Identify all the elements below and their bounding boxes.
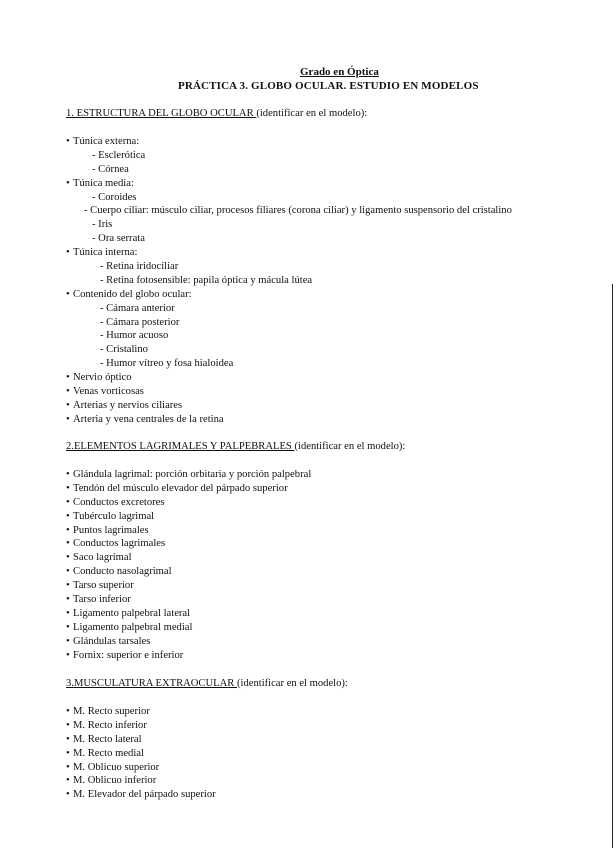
list-item: - Humor vítreo y fosa hialoidea bbox=[100, 358, 234, 370]
list-item: - Córnea bbox=[92, 163, 129, 175]
bullet-icon: • bbox=[66, 761, 70, 773]
practice-title: PRÁCTICA 3. GLOBO OCULAR. ESTUDIO EN MODELOS bbox=[178, 80, 479, 92]
page-edge-line bbox=[612, 284, 613, 848]
bullet-icon: • bbox=[66, 775, 70, 787]
bullet-icon: • bbox=[66, 177, 70, 189]
bullet-icon: • bbox=[66, 510, 70, 522]
list-item: • M. Oblicuo inferior bbox=[66, 775, 157, 787]
list-item: • Nervio óptico bbox=[66, 372, 132, 384]
section-heading-title: 1. ESTRUCTURA DEL GLOBO OCULAR bbox=[66, 108, 257, 119]
section-heading-title: 3.MUSCULATURA EXTRAOCULAR bbox=[66, 678, 237, 689]
bullet-icon: • bbox=[66, 789, 70, 801]
muscle-list bbox=[66, 705, 612, 802]
section-lacrimal-palpebral bbox=[66, 440, 612, 662]
structure-list bbox=[66, 135, 612, 427]
list-item: • Glándulas tarsales bbox=[66, 635, 151, 647]
list-item: • Tubérculo lagrimal bbox=[66, 510, 155, 522]
bullet-icon: • bbox=[66, 524, 70, 536]
bullet-icon: • bbox=[66, 538, 70, 550]
list-item: - Iris bbox=[92, 219, 113, 231]
list-item: • M. Recto lateral bbox=[66, 733, 142, 745]
bullet-icon: • bbox=[66, 496, 70, 508]
list-item: • Túnica interna: bbox=[66, 247, 138, 259]
list-item: • Ligamento palpebral lateral bbox=[66, 607, 191, 619]
list-item: • Arterias y nervios ciliares bbox=[66, 399, 183, 411]
section-eye-structure bbox=[66, 107, 612, 427]
list-item: • Arteria y vena centrales de la retina bbox=[66, 413, 224, 425]
list-item: - Esclerótica bbox=[92, 149, 146, 161]
list-item: • Tendón del músculo elevador del párpado superior bbox=[66, 482, 288, 494]
list-item: • Fornix: superior e inferior bbox=[66, 649, 184, 661]
list-item: • Tarso superior bbox=[66, 580, 134, 592]
list-item: - Cristalino bbox=[100, 344, 148, 356]
list-item: • Túnica externa: bbox=[66, 136, 140, 147]
list-item: • Ligamento palpebral medial bbox=[66, 621, 193, 633]
bullet-icon: • bbox=[66, 747, 70, 759]
list-item: • M. Oblicuo superior bbox=[66, 761, 160, 773]
section-heading bbox=[66, 107, 612, 121]
bullet-icon: • bbox=[66, 136, 70, 147]
list-item: • Conductos excretores bbox=[66, 496, 165, 508]
bullet-icon: • bbox=[66, 372, 70, 384]
list-item: • Contenido del globo ocular: bbox=[66, 288, 192, 300]
list-item: - Cuerpo ciliar: músculo ciliar, procesos filiares (corona ciliar) y ligamento suspensorio del cristalino bbox=[84, 205, 512, 217]
list-item: - Coroides bbox=[92, 191, 137, 203]
list-item: • Glándula lagrimal: porción orbitaria y porción palpebral bbox=[66, 469, 312, 480]
bullet-icon: • bbox=[66, 469, 70, 480]
list-item: • Conducto nasolagrimal bbox=[66, 566, 172, 578]
list-item: • M. Recto medial bbox=[66, 747, 144, 759]
list-item: • M. Elevador del párpado superior bbox=[66, 789, 216, 801]
bullet-icon: • bbox=[66, 706, 70, 717]
list-item: • M. Recto superior bbox=[66, 706, 150, 717]
list-item: - Retina iridociliar bbox=[100, 261, 179, 273]
list-item: • Tarso inferior bbox=[66, 594, 131, 606]
list-item: - Ora serrata bbox=[92, 233, 145, 245]
bullet-icon: • bbox=[66, 413, 70, 425]
bullet-icon: • bbox=[66, 247, 70, 259]
subject-title: Grado en Óptica bbox=[300, 66, 379, 78]
bullet-icon: • bbox=[66, 288, 70, 300]
bullet-icon: • bbox=[66, 607, 70, 619]
bullet-icon: • bbox=[66, 594, 70, 606]
section-extraocular-muscles bbox=[66, 677, 612, 802]
bullet-icon: • bbox=[66, 482, 70, 494]
bullet-icon: • bbox=[66, 552, 70, 564]
list-item: - Cámara anterior bbox=[100, 302, 175, 314]
section-heading-note: (identificar en el modelo): bbox=[256, 108, 368, 119]
bullet-icon: • bbox=[66, 386, 70, 398]
section-heading-note: (identificar en el modelo): bbox=[236, 678, 348, 689]
section-heading-note: (identificar en el modelo): bbox=[294, 441, 406, 452]
bullet-icon: • bbox=[66, 649, 70, 661]
lacrimal-list bbox=[66, 468, 612, 662]
section-heading bbox=[66, 677, 612, 691]
bullet-icon: • bbox=[66, 580, 70, 592]
bullet-icon: • bbox=[66, 719, 70, 731]
list-item: • Saco lagrimal bbox=[66, 552, 132, 564]
bullet-icon: • bbox=[66, 566, 70, 578]
list-item: - Retina fotosensible: papila óptica y mácula lútea bbox=[100, 274, 313, 286]
list-item: • Venas vorticosas bbox=[66, 386, 144, 398]
bullet-icon: • bbox=[66, 621, 70, 633]
list-item: • M. Recto inferior bbox=[66, 719, 147, 731]
section-heading-title: 2.ELEMENTOS LAGRIMALES Y PALPEBRALES bbox=[66, 441, 295, 452]
list-item: - Humor acuoso bbox=[100, 330, 169, 342]
list-item: • Túnica media: bbox=[66, 177, 134, 189]
list-item: - Cámara posterior bbox=[100, 316, 180, 328]
bullet-icon: • bbox=[66, 733, 70, 745]
bullet-icon: • bbox=[66, 399, 70, 411]
section-heading bbox=[66, 440, 612, 454]
bullet-icon: • bbox=[66, 635, 70, 647]
list-item: • Puntos lagrimales bbox=[66, 524, 149, 536]
list-item: • Conductos lagrimales bbox=[66, 538, 166, 550]
